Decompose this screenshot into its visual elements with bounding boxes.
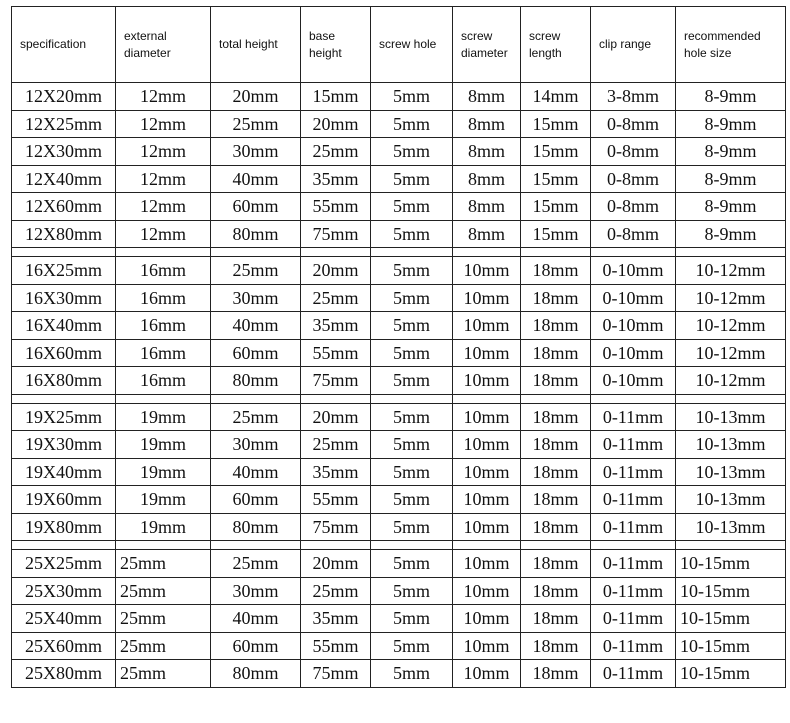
table-cell: 40mm <box>211 312 301 340</box>
table-cell: 25mm <box>116 605 211 633</box>
table-row <box>12 513 786 541</box>
table-cell: 60mm <box>211 632 301 660</box>
table-row <box>12 110 786 138</box>
separator-cell <box>116 248 211 257</box>
table-cell: 0-10mm <box>591 312 676 340</box>
table-cell: 75mm <box>301 367 371 395</box>
table-cell: 60mm <box>211 193 301 221</box>
table-cell: 25mm <box>116 660 211 688</box>
table-cell: 10mm <box>453 312 521 340</box>
table-cell: 12mm <box>116 165 211 193</box>
table-cell: 5mm <box>371 110 453 138</box>
table-cell: 5mm <box>371 284 453 312</box>
table-cell: 10-13mm <box>676 403 786 431</box>
table-cell: 19mm <box>116 486 211 514</box>
table-cell: 16mm <box>116 339 211 367</box>
table-cell: 10-13mm <box>676 431 786 459</box>
col-header-screw-diameter: screw diameter <box>453 7 521 83</box>
table-cell: 20mm <box>301 257 371 285</box>
table-cell: 25mm <box>211 257 301 285</box>
table-cell: 80mm <box>211 513 301 541</box>
table-cell: 5mm <box>371 605 453 633</box>
table-cell: 55mm <box>301 486 371 514</box>
table-cell: 25mm <box>301 138 371 166</box>
separator-cell <box>211 248 301 257</box>
table-cell: 10-12mm <box>676 339 786 367</box>
table-cell: 35mm <box>301 458 371 486</box>
table-cell: 80mm <box>211 220 301 248</box>
table-cell: 15mm <box>521 138 591 166</box>
table-cell: 18mm <box>521 486 591 514</box>
separator-cell <box>211 541 301 550</box>
col-header-total-height: total height <box>211 7 301 83</box>
table-cell: 8mm <box>453 83 521 111</box>
col-header-screw-length: screw length <box>521 7 591 83</box>
table-cell: 16mm <box>116 257 211 285</box>
table-cell: 18mm <box>521 257 591 285</box>
separator-cell <box>591 541 676 550</box>
separator-cell <box>521 541 591 550</box>
table-row <box>12 550 786 578</box>
table-cell: 12X20mm <box>12 83 116 111</box>
table-cell: 60mm <box>211 339 301 367</box>
table-cell: 5mm <box>371 486 453 514</box>
table-cell: 15mm <box>521 110 591 138</box>
separator-cell <box>453 541 521 550</box>
table-cell: 10-13mm <box>676 458 786 486</box>
table-cell: 8-9mm <box>676 110 786 138</box>
table-cell: 12mm <box>116 83 211 111</box>
table-cell: 5mm <box>371 660 453 688</box>
table-cell: 8mm <box>453 193 521 221</box>
separator-cell <box>591 394 676 403</box>
table-cell: 30mm <box>211 138 301 166</box>
table-cell: 5mm <box>371 312 453 340</box>
table-cell: 18mm <box>521 367 591 395</box>
table-cell: 0-11mm <box>591 577 676 605</box>
table-cell: 10mm <box>453 257 521 285</box>
table-cell: 10mm <box>453 632 521 660</box>
table-cell: 5mm <box>371 83 453 111</box>
col-header-external-diameter: external diameter <box>116 7 211 83</box>
table-cell: 8-9mm <box>676 165 786 193</box>
table-cell: 5mm <box>371 632 453 660</box>
table-cell: 14mm <box>521 83 591 111</box>
table-cell: 18mm <box>521 431 591 459</box>
table-cell: 25X60mm <box>12 632 116 660</box>
table-row <box>12 257 786 285</box>
table-cell: 10-12mm <box>676 367 786 395</box>
table-cell: 5mm <box>371 577 453 605</box>
table-cell: 5mm <box>371 458 453 486</box>
table-cell: 10mm <box>453 284 521 312</box>
table-cell: 75mm <box>301 660 371 688</box>
table-row <box>12 220 786 248</box>
separator-cell <box>676 248 786 257</box>
table-cell: 20mm <box>211 83 301 111</box>
table-cell: 15mm <box>521 220 591 248</box>
table-cell: 20mm <box>301 403 371 431</box>
table-cell: 10mm <box>453 403 521 431</box>
table-cell: 35mm <box>301 312 371 340</box>
table-cell: 25mm <box>211 550 301 578</box>
table-cell: 10mm <box>453 486 521 514</box>
separator-cell <box>453 394 521 403</box>
table-cell: 30mm <box>211 577 301 605</box>
table-cell: 18mm <box>521 632 591 660</box>
table-cell: 8mm <box>453 138 521 166</box>
table-cell: 75mm <box>301 220 371 248</box>
table-cell: 0-11mm <box>591 660 676 688</box>
table-cell: 5mm <box>371 257 453 285</box>
table-cell: 0-8mm <box>591 138 676 166</box>
table-cell: 0-11mm <box>591 550 676 578</box>
table-cell: 18mm <box>521 312 591 340</box>
table-cell: 3-8mm <box>591 83 676 111</box>
table-cell: 25mm <box>211 403 301 431</box>
separator-cell <box>12 394 116 403</box>
table-cell: 15mm <box>521 193 591 221</box>
table-cell: 18mm <box>521 605 591 633</box>
table-cell: 30mm <box>211 431 301 459</box>
table-row <box>12 605 786 633</box>
table-cell: 10mm <box>453 339 521 367</box>
table-cell: 18mm <box>521 403 591 431</box>
table-cell: 16X40mm <box>12 312 116 340</box>
table-cell: 10mm <box>453 513 521 541</box>
table-cell: 12X25mm <box>12 110 116 138</box>
table-cell: 8mm <box>453 220 521 248</box>
table-cell: 16mm <box>116 312 211 340</box>
table-cell: 8-9mm <box>676 193 786 221</box>
table-cell: 19mm <box>116 458 211 486</box>
table-cell: 25X25mm <box>12 550 116 578</box>
separator-cell <box>676 394 786 403</box>
table-cell: 10mm <box>453 660 521 688</box>
table-cell: 40mm <box>211 165 301 193</box>
table-cell: 5mm <box>371 513 453 541</box>
table-cell: 12X60mm <box>12 193 116 221</box>
table-cell: 0-8mm <box>591 110 676 138</box>
table-cell: 10mm <box>453 550 521 578</box>
separator-cell <box>211 394 301 403</box>
table-cell: 0-11mm <box>591 431 676 459</box>
col-header-specification: specification <box>12 7 116 83</box>
table-cell: 12X30mm <box>12 138 116 166</box>
table-cell: 5mm <box>371 138 453 166</box>
table-cell: 5mm <box>371 403 453 431</box>
table-cell: 12mm <box>116 220 211 248</box>
group-separator <box>12 394 786 403</box>
separator-cell <box>116 394 211 403</box>
table-cell: 25mm <box>116 577 211 605</box>
table-cell: 12mm <box>116 138 211 166</box>
table-cell: 10-13mm <box>676 486 786 514</box>
table-cell: 0-11mm <box>591 486 676 514</box>
table-cell: 25mm <box>301 577 371 605</box>
table-cell: 18mm <box>521 660 591 688</box>
table-cell: 8mm <box>453 165 521 193</box>
table-row <box>12 577 786 605</box>
table-cell: 10-12mm <box>676 257 786 285</box>
table-cell: 30mm <box>211 284 301 312</box>
table-cell: 16X60mm <box>12 339 116 367</box>
separator-cell <box>521 248 591 257</box>
table-cell: 5mm <box>371 431 453 459</box>
table-cell: 25mm <box>301 431 371 459</box>
table-cell: 12mm <box>116 110 211 138</box>
table-cell: 18mm <box>521 458 591 486</box>
table-cell: 55mm <box>301 193 371 221</box>
table-row <box>12 165 786 193</box>
table-cell: 19X80mm <box>12 513 116 541</box>
table-cell: 10-15mm <box>676 632 786 660</box>
table-row <box>12 83 786 111</box>
table-cell: 25mm <box>211 110 301 138</box>
table-cell: 18mm <box>521 577 591 605</box>
table-cell: 25X80mm <box>12 660 116 688</box>
table-cell: 10mm <box>453 458 521 486</box>
group-separator <box>12 541 786 550</box>
table-cell: 5mm <box>371 193 453 221</box>
table-cell: 10mm <box>453 367 521 395</box>
table-cell: 5mm <box>371 339 453 367</box>
table-cell: 40mm <box>211 605 301 633</box>
table-cell: 19mm <box>116 403 211 431</box>
separator-cell <box>371 248 453 257</box>
table-cell: 0-10mm <box>591 367 676 395</box>
table-cell: 0-10mm <box>591 284 676 312</box>
table-cell: 19X30mm <box>12 431 116 459</box>
table-cell: 18mm <box>521 550 591 578</box>
table-cell: 25mm <box>116 632 211 660</box>
table-cell: 10-13mm <box>676 513 786 541</box>
table-cell: 10mm <box>453 605 521 633</box>
separator-cell <box>371 541 453 550</box>
table-cell: 15mm <box>301 83 371 111</box>
separator-cell <box>12 248 116 257</box>
col-header-clip-range: clip range <box>591 7 676 83</box>
table-cell: 0-8mm <box>591 220 676 248</box>
table-cell: 10-15mm <box>676 550 786 578</box>
table-cell: 20mm <box>301 110 371 138</box>
table-row <box>12 312 786 340</box>
table-cell: 40mm <box>211 458 301 486</box>
table-cell: 0-10mm <box>591 339 676 367</box>
table-cell: 25X40mm <box>12 605 116 633</box>
separator-cell <box>116 541 211 550</box>
table-cell: 0-8mm <box>591 165 676 193</box>
table-cell: 5mm <box>371 220 453 248</box>
separator-cell <box>591 248 676 257</box>
table-row <box>12 660 786 688</box>
separator-cell <box>371 394 453 403</box>
table-cell: 18mm <box>521 284 591 312</box>
table-cell: 80mm <box>211 660 301 688</box>
table-cell: 60mm <box>211 486 301 514</box>
table-cell: 16mm <box>116 367 211 395</box>
separator-cell <box>676 541 786 550</box>
table-cell: 19X40mm <box>12 458 116 486</box>
table-cell: 19X25mm <box>12 403 116 431</box>
table-cell: 0-11mm <box>591 458 676 486</box>
table-cell: 16mm <box>116 284 211 312</box>
table-row <box>12 339 786 367</box>
separator-cell <box>301 394 371 403</box>
table-cell: 25mm <box>116 550 211 578</box>
table-cell: 0-11mm <box>591 513 676 541</box>
col-header-recommended-hole-size: recommended hole size <box>676 7 786 83</box>
table-cell: 80mm <box>211 367 301 395</box>
table-cell: 35mm <box>301 165 371 193</box>
header-row <box>12 7 786 83</box>
table-cell: 55mm <box>301 632 371 660</box>
table-row <box>12 486 786 514</box>
table-cell: 10-15mm <box>676 577 786 605</box>
table-row <box>12 403 786 431</box>
table-cell: 15mm <box>521 165 591 193</box>
table-cell: 10mm <box>453 431 521 459</box>
table-cell: 5mm <box>371 165 453 193</box>
spec-table <box>11 6 786 688</box>
table-cell: 10mm <box>453 577 521 605</box>
table-cell: 8-9mm <box>676 220 786 248</box>
table-cell: 20mm <box>301 550 371 578</box>
table-cell: 19mm <box>116 513 211 541</box>
table-cell: 16X80mm <box>12 367 116 395</box>
spec-table-body <box>12 83 786 688</box>
table-cell: 18mm <box>521 513 591 541</box>
table-cell: 0-11mm <box>591 403 676 431</box>
table-cell: 18mm <box>521 339 591 367</box>
table-row <box>12 284 786 312</box>
table-row <box>12 138 786 166</box>
table-row <box>12 431 786 459</box>
table-row <box>12 632 786 660</box>
table-cell: 25mm <box>301 284 371 312</box>
table-cell: 8-9mm <box>676 138 786 166</box>
table-row <box>12 458 786 486</box>
table-row <box>12 193 786 221</box>
table-cell: 10-12mm <box>676 312 786 340</box>
col-header-base-height: base height <box>301 7 371 83</box>
table-cell: 25X30mm <box>12 577 116 605</box>
table-row <box>12 367 786 395</box>
table-cell: 8mm <box>453 110 521 138</box>
table-cell: 35mm <box>301 605 371 633</box>
table-cell: 12mm <box>116 193 211 221</box>
table-cell: 75mm <box>301 513 371 541</box>
table-cell: 55mm <box>301 339 371 367</box>
table-cell: 16X30mm <box>12 284 116 312</box>
table-cell: 0-8mm <box>591 193 676 221</box>
table-cell: 10-15mm <box>676 605 786 633</box>
table-cell: 0-11mm <box>591 632 676 660</box>
table-cell: 8-9mm <box>676 83 786 111</box>
table-cell: 19mm <box>116 431 211 459</box>
table-cell: 10-15mm <box>676 660 786 688</box>
table-cell: 0-11mm <box>591 605 676 633</box>
table-cell: 10-12mm <box>676 284 786 312</box>
table-cell: 5mm <box>371 367 453 395</box>
table-cell: 16X25mm <box>12 257 116 285</box>
separator-cell <box>12 541 116 550</box>
group-separator <box>12 248 786 257</box>
separator-cell <box>453 248 521 257</box>
table-cell: 5mm <box>371 550 453 578</box>
table-cell: 19X60mm <box>12 486 116 514</box>
separator-cell <box>301 248 371 257</box>
table-cell: 12X80mm <box>12 220 116 248</box>
separator-cell <box>521 394 591 403</box>
table-cell: 0-10mm <box>591 257 676 285</box>
separator-cell <box>301 541 371 550</box>
table-cell: 12X40mm <box>12 165 116 193</box>
col-header-screw-hole: screw hole <box>371 7 453 83</box>
